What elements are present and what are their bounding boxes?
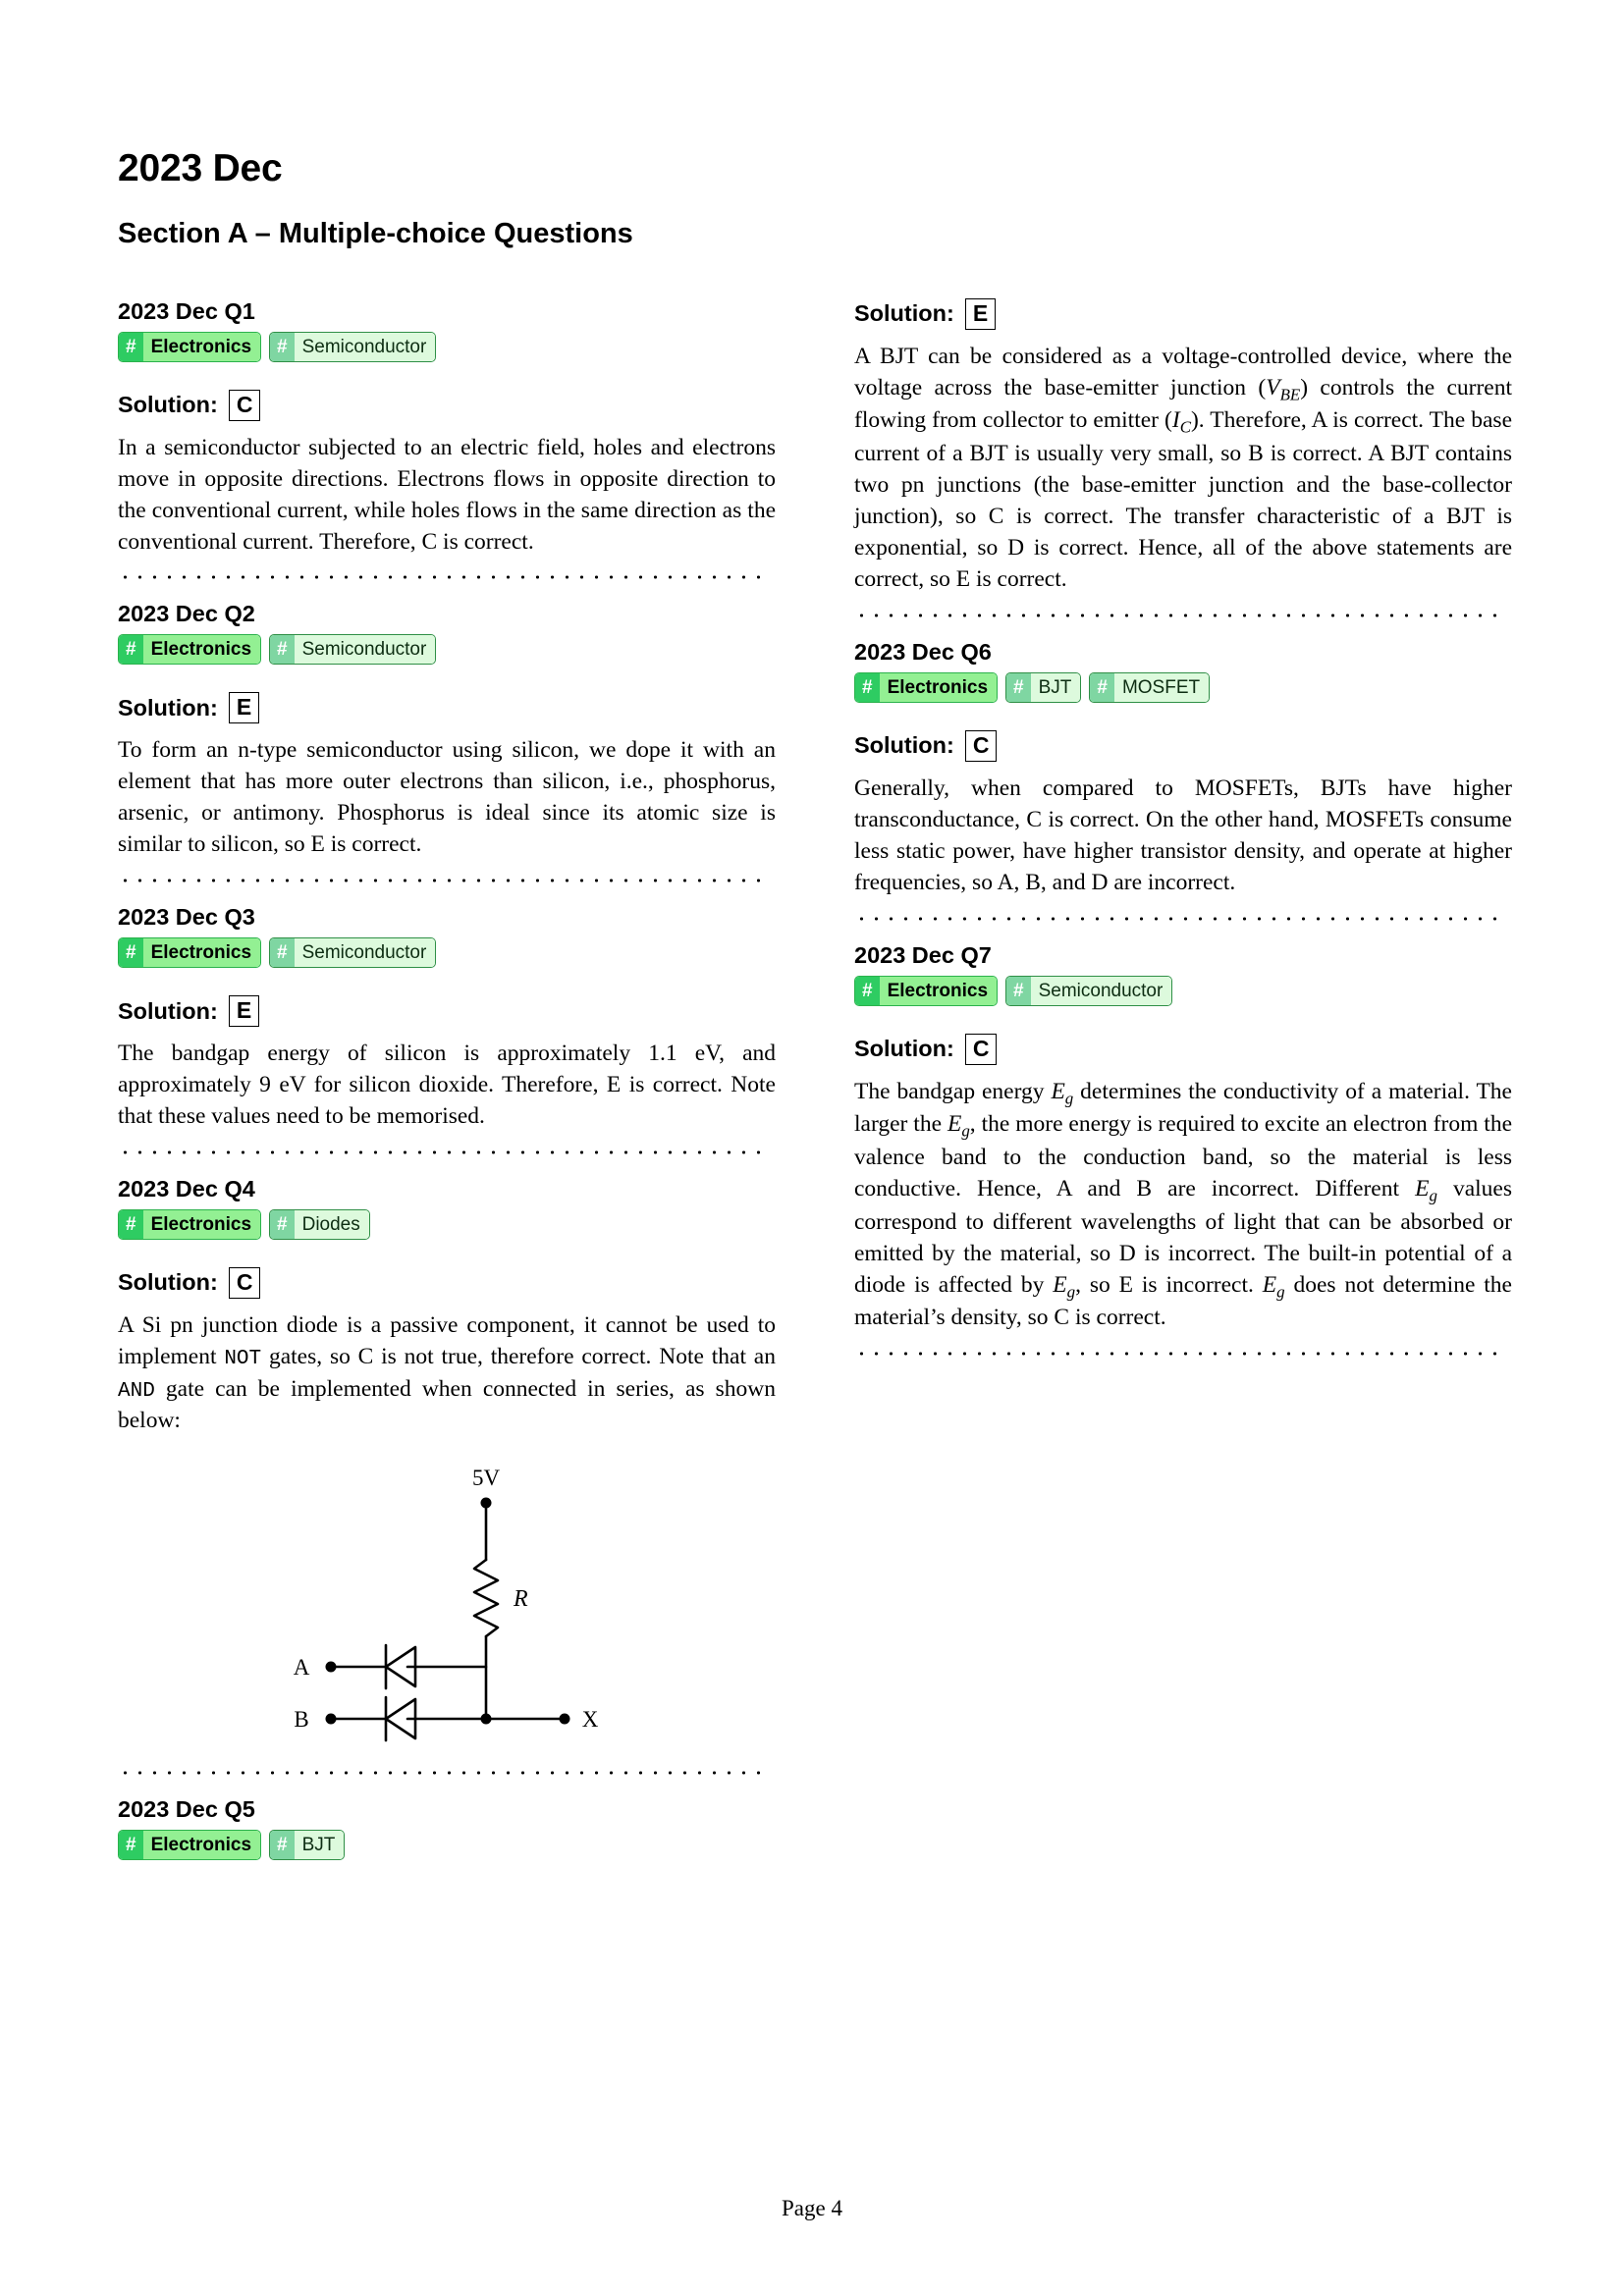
resistor-label: R — [514, 1586, 528, 1613]
left-column — [118, 298, 776, 1865]
tag-row-q3 — [118, 937, 776, 968]
symbol-eg — [1415, 1175, 1437, 1205]
solution-text-q5 — [854, 342, 1512, 596]
solution-line-q7 — [854, 1034, 1512, 1065]
section-separator — [118, 567, 761, 587]
right-column — [854, 298, 1512, 1378]
solution-line-q4 — [118, 1267, 776, 1299]
node-dot-junction — [481, 1714, 492, 1725]
section-separator — [854, 1344, 1497, 1363]
symbol-base: E — [947, 1111, 962, 1138]
tag-label: Diodes — [295, 1210, 369, 1239]
tag-row-q2 — [118, 634, 776, 665]
question-block-q3 — [118, 904, 776, 1162]
hash-icon: # — [270, 1210, 295, 1239]
solution-text-q4 — [118, 1310, 776, 1437]
solution-line-q1 — [118, 390, 776, 421]
circuit-figure-and-gate — [118, 1459, 776, 1753]
question-block-q5-header — [118, 1796, 776, 1860]
answer-box: E — [229, 995, 259, 1027]
hash-icon: # — [270, 938, 295, 967]
question-title-q3: 2023 Dec Q3 — [118, 904, 255, 931]
symbol-base: V — [1266, 374, 1280, 400]
hash-icon: # — [270, 1831, 295, 1859]
symbol-sub: C — [1179, 417, 1191, 437]
solution-label: Solution: — [118, 1269, 218, 1296]
solution-text-q1: In a semiconductor subjected to an electric field, holes and electrons move in opposite directions. Electrons flows in opposite direction to the conventional current, while holes flows in the same direction as the conventional current. Therefore, C is correct. — [118, 434, 776, 555]
section-separator — [854, 909, 1497, 929]
answer-box: E — [965, 298, 996, 330]
hash-icon: # — [119, 1210, 143, 1239]
tag-semiconductor[interactable] — [269, 332, 436, 362]
text-run: does not determine the material’s density, so C is correct. — [854, 1271, 1512, 1331]
tag-electronics[interactable] — [118, 634, 261, 665]
page-title: 2023 Dec — [118, 147, 283, 189]
solution-label: Solution: — [854, 732, 954, 758]
symbol-base: E — [1415, 1175, 1430, 1201]
hash-icon: # — [855, 977, 880, 1005]
tag-semiconductor[interactable] — [269, 937, 436, 968]
hash-icon: # — [270, 635, 295, 664]
text-run: A BJT can be considered as a voltage-controlled device, where the voltage across the base-emitter junction ( — [854, 343, 1512, 400]
section-separator — [854, 606, 1497, 625]
solution-text-q2: To form an n-type semiconductor using silicon, we dope it with an element that has more outer electrons than silicon, i.e., phosphorus, arsenic, or antimony. Phosphorus is ideal since its atomic size is similar to silicon, so E is correct. — [118, 737, 776, 858]
question-block-q2 — [118, 601, 776, 890]
solution-text-q6: Generally, when compared to MOSFETs, BJTs have higher transconductance, C is correct. On the other hand, MOSFETs consume less static power, have higher transistor density, and operate at higher frequencies, so A, B, and D are incorrect. — [854, 774, 1512, 895]
question-title-q4: 2023 Dec Q4 — [118, 1176, 255, 1202]
tag-electronics[interactable] — [118, 937, 261, 968]
text-run: A Si pn junction diode is a passive component, it cannot be used to implement — [118, 1312, 776, 1370]
symbol-sub: g — [1064, 1089, 1074, 1108]
question-block-q7 — [854, 942, 1512, 1364]
hash-icon: # — [1006, 977, 1031, 1005]
symbol-sub: BE — [1279, 385, 1301, 404]
symbol-sub: g — [1066, 1282, 1076, 1302]
tag-diodes[interactable] — [269, 1209, 370, 1240]
question-title-q6: 2023 Dec Q6 — [854, 638, 992, 665]
tag-label: Electronics — [143, 1831, 260, 1859]
solution-label: Solution: — [118, 694, 218, 721]
tag-label: Electronics — [143, 938, 260, 967]
tag-semiconductor[interactable] — [1005, 976, 1172, 1006]
symbol-base: E — [1051, 1078, 1065, 1104]
symbol-sub: g — [1429, 1186, 1437, 1205]
answer-box: C — [965, 1034, 998, 1065]
hash-icon: # — [119, 635, 143, 664]
answer-box: E — [229, 692, 259, 723]
tag-label: MOSFET — [1114, 673, 1209, 702]
tag-electronics[interactable] — [854, 672, 998, 703]
hash-icon: # — [119, 333, 143, 361]
solution-text-q3: The bandgap energy of silicon is approximately 1.1 eV, and approximately 9 eV for silicon dioxide. Therefore, E is correct. Note that these values need to be memorised. — [118, 1041, 776, 1130]
symbol-eg — [1262, 1271, 1285, 1302]
tag-row-q6 — [854, 672, 1512, 703]
page-footer: Page 4 — [782, 2196, 842, 2220]
tag-bjt[interactable] — [269, 1830, 345, 1860]
code-not: NOT — [224, 1348, 262, 1371]
solution-line-q2 — [118, 692, 776, 723]
text-run: determines the conductivity of a material. The larger the — [854, 1078, 1512, 1138]
text-run: ) controls the current flowing from collector to emitter ( — [854, 374, 1512, 434]
question-block-q6 — [854, 639, 1512, 929]
hash-icon: # — [855, 673, 880, 702]
diode-and-gate-schematic — [241, 1459, 653, 1753]
question-block-q1 — [118, 298, 776, 588]
hash-icon: # — [270, 333, 295, 361]
page-content — [118, 147, 1512, 1856]
text-run: gate can be implemented when connected in series, as shown below: — [118, 1375, 776, 1434]
node-dot-a — [326, 1662, 337, 1673]
tag-label: Semiconductor — [295, 938, 436, 967]
symbol-base: I — [1171, 407, 1180, 434]
symbol-eg — [947, 1111, 970, 1141]
solution-label: Solution: — [118, 997, 218, 1024]
symbol-base: E — [1053, 1271, 1067, 1298]
tag-label: Electronics — [143, 1210, 260, 1239]
text-run: , the more energy is required to excite an electron from the valence band to the conduction band, so the material is less conductive. Hence, A and B are incorrect. Different — [854, 1111, 1512, 1201]
section-separator — [118, 1763, 761, 1783]
hash-icon: # — [1006, 673, 1031, 702]
question-title-q5: 2023 Dec Q5 — [118, 1796, 255, 1823]
question-block-q5-solution — [854, 298, 1512, 625]
symbol-vbe — [1266, 374, 1301, 404]
tag-label: BJT — [1031, 673, 1081, 702]
node-dot-x — [560, 1714, 570, 1725]
tag-row-q5 — [118, 1830, 776, 1860]
symbol-eg — [1053, 1271, 1076, 1302]
node-dot-supply — [481, 1498, 492, 1509]
solution-line-q6 — [854, 730, 1512, 762]
tag-row-q7 — [854, 976, 1512, 1006]
code-and: AND — [118, 1379, 155, 1403]
hash-icon: # — [119, 1831, 143, 1859]
symbol-eg — [1051, 1078, 1074, 1108]
solution-label: Solution: — [854, 299, 954, 326]
tag-label: Semiconductor — [295, 635, 436, 664]
question-title-q2: 2023 Dec Q2 — [118, 601, 255, 627]
symbol-base: E — [1262, 1271, 1277, 1298]
tag-label: BJT — [295, 1831, 345, 1859]
node-dot-b — [326, 1714, 337, 1725]
hash-icon: # — [1090, 673, 1114, 702]
tag-bjt[interactable] — [1005, 672, 1081, 703]
solution-label: Solution: — [118, 391, 218, 417]
tag-row-q4 — [118, 1209, 776, 1240]
text-run: , so E is incorrect. — [1075, 1271, 1263, 1298]
symbol-ic — [1171, 407, 1191, 437]
section-separator — [118, 1143, 761, 1162]
supply-label: 5V — [471, 1466, 501, 1491]
output-x-label: X — [581, 1707, 599, 1733]
tag-label: Electronics — [880, 673, 997, 702]
tag-label: Electronics — [880, 977, 997, 1005]
tag-label: Semiconductor — [295, 333, 436, 361]
tag-electronics[interactable] — [118, 332, 261, 362]
answer-box: C — [229, 390, 261, 421]
solution-label: Solution: — [854, 1035, 954, 1061]
answer-box: C — [229, 1267, 261, 1299]
section-separator — [118, 871, 761, 890]
tag-label: Semiconductor — [1031, 977, 1172, 1005]
tag-electronics[interactable] — [854, 976, 998, 1006]
hash-icon: # — [119, 938, 143, 967]
section-heading: Section A – Multiple-choice Questions — [118, 217, 633, 249]
input-a-label: A — [293, 1655, 310, 1681]
answer-box: C — [965, 730, 998, 762]
input-b-label: B — [294, 1707, 309, 1733]
tag-semiconductor[interactable] — [269, 634, 436, 665]
tag-electronics[interactable] — [118, 1830, 261, 1860]
symbol-sub: g — [961, 1121, 970, 1141]
solution-line-q5 — [854, 298, 1512, 330]
tag-electronics[interactable] — [118, 1209, 261, 1240]
text-run: gates, so C is not true, therefore correct. Note that an — [261, 1344, 776, 1370]
text-run: The bandgap energy — [854, 1078, 1052, 1104]
question-title-q7: 2023 Dec Q7 — [854, 941, 992, 968]
tag-label: Electronics — [143, 333, 260, 361]
tag-label: Electronics — [143, 635, 260, 664]
text-run: ). Therefore, A is correct. The base current of a BJT is usually very small, so B is correct. A BJT contains two pn junctions (the base-emitter junction and the base-collector junction), so C is correct. The transfer characteristic of a BJT is exponential, so D is correct. Hence, all of the above statements are correct, so E is correct. — [854, 407, 1512, 592]
tag-mosfet[interactable] — [1089, 672, 1210, 703]
question-title-q1: 2023 Dec Q1 — [118, 297, 255, 324]
solution-line-q3 — [118, 995, 776, 1027]
symbol-sub: g — [1276, 1282, 1285, 1302]
solution-text-q7 — [854, 1077, 1512, 1335]
text-run: values correspond to different wavelengths of light that can be absorbed or emitted by the material, so D is incorrect. The built-in potential of a diode is affected by — [854, 1175, 1512, 1298]
tag-row-q1 — [118, 332, 776, 362]
question-block-q4 — [118, 1176, 776, 1783]
